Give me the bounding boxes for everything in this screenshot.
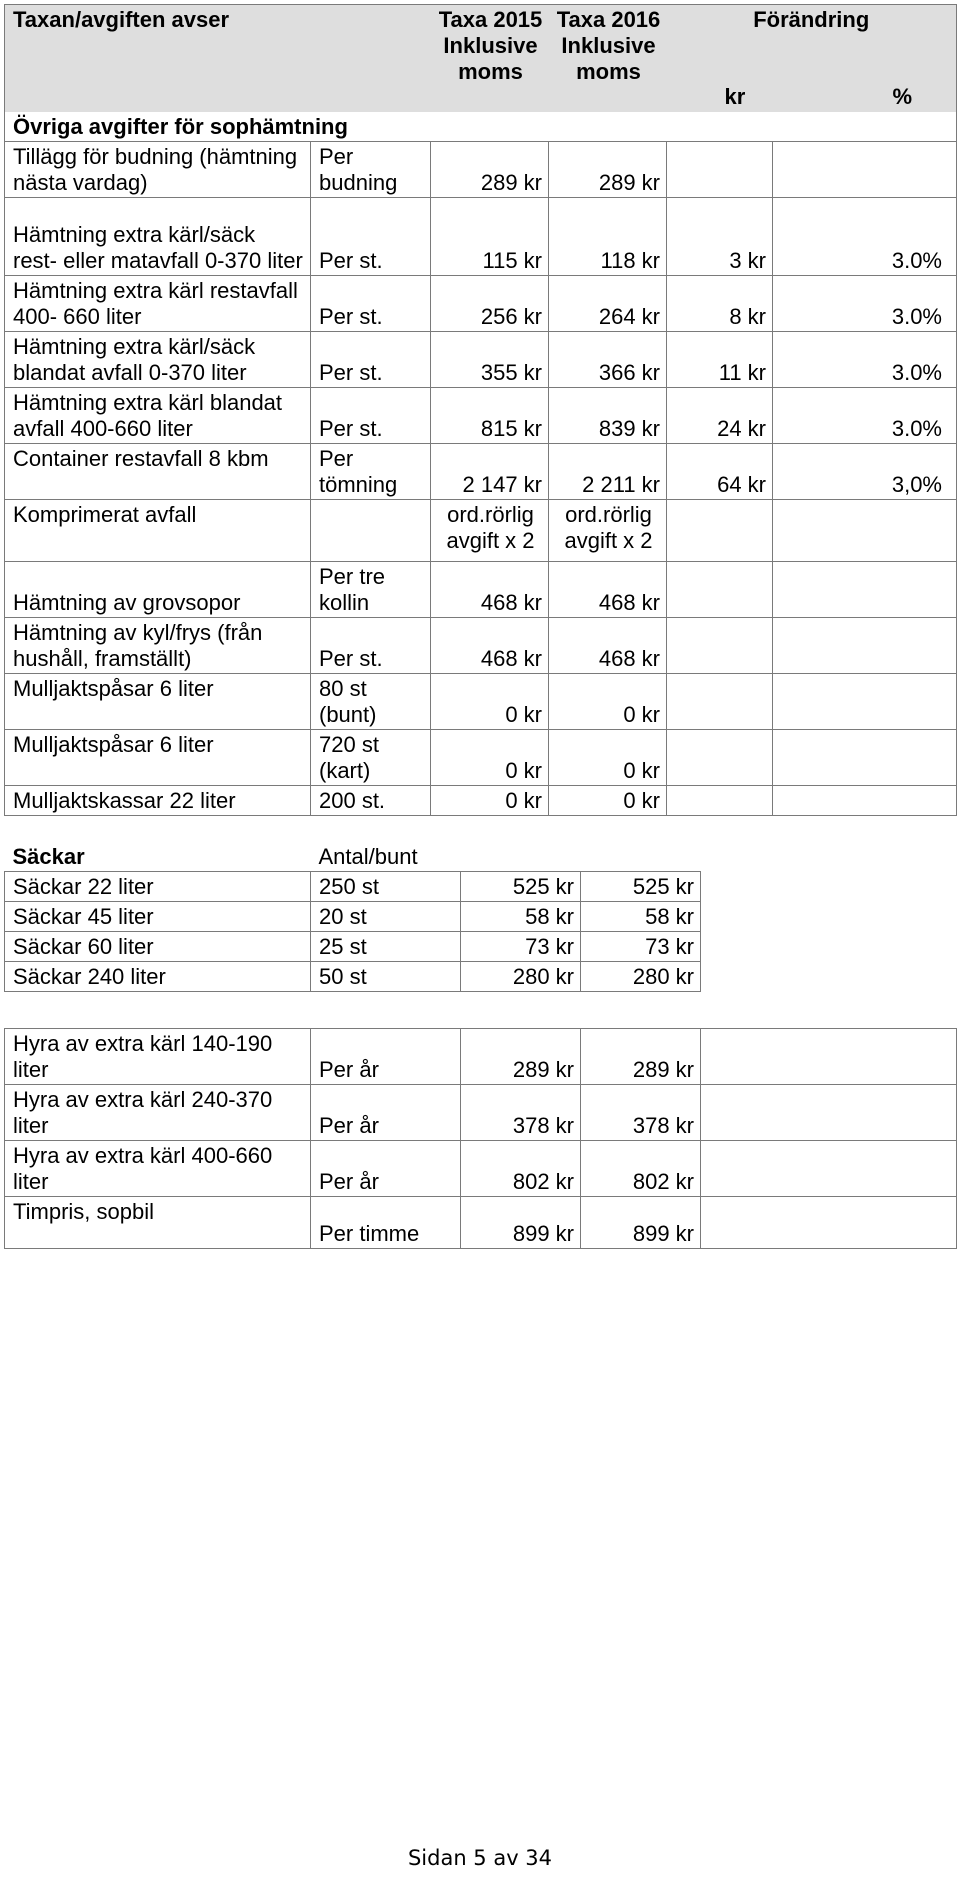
header-change <box>667 5 957 113</box>
table-row <box>5 276 957 332</box>
row-description: Hämtning extra kärl blandat avfall 400-660 liter <box>5 388 311 444</box>
fee-page <box>4 4 956 1249</box>
sack-taxa-2016: 280 kr <box>581 962 701 992</box>
row-change-pct <box>773 730 957 786</box>
sack-description: Säckar 60 liter <box>5 932 311 962</box>
row-taxa-2016: 839 kr <box>549 388 667 444</box>
header-change-pct: % <box>892 84 912 109</box>
table-row <box>5 198 957 276</box>
hyra-unit: Per år <box>311 1029 461 1085</box>
row-change-pct <box>773 142 957 198</box>
header-taxa-2016: Taxa 2016 Inklusive moms <box>549 5 667 113</box>
row-change-kr <box>667 562 773 618</box>
row-change-kr <box>667 618 773 674</box>
row-unit: 80 st (bunt) <box>311 674 431 730</box>
row-change-pct <box>773 618 957 674</box>
hyra-taxa-2015: 802 kr <box>461 1141 581 1197</box>
sack-row <box>5 872 701 902</box>
row-description: Mulljaktspåsar 6 liter <box>5 730 311 786</box>
sack-taxa-2015: 525 kr <box>461 872 581 902</box>
row-description: Hämtning av grovsopor <box>5 562 311 618</box>
row-taxa-2015: ord.rörlig avgift x 2 <box>431 500 549 562</box>
hyra-taxa-2016: 289 kr <box>581 1029 701 1085</box>
sack-unit: 250 st <box>311 872 461 902</box>
row-taxa-2016: 2 211 kr <box>549 444 667 500</box>
table-row <box>5 786 957 816</box>
row-taxa-2015: 115 kr <box>431 198 549 276</box>
row-taxa-2016: 0 kr <box>549 786 667 816</box>
row-description: Tillägg för budning (hämtning nästa vardag) <box>5 142 311 198</box>
hyra-taxa-2016: 802 kr <box>581 1141 701 1197</box>
header-change-title: Förändring <box>753 7 870 32</box>
row-taxa-2016: 0 kr <box>549 674 667 730</box>
section-heading-row <box>5 112 957 142</box>
hyra-unit: Per år <box>311 1085 461 1141</box>
fee-table <box>4 4 957 816</box>
hyra-taxa-2016: 378 kr <box>581 1085 701 1141</box>
row-taxa-2016: ord.rörlig avgift x 2 <box>549 500 667 562</box>
row-change-kr <box>667 674 773 730</box>
row-taxa-2015: 355 kr <box>431 332 549 388</box>
row-change-pct <box>773 674 957 730</box>
row-change-pct: 3.0% <box>773 198 957 276</box>
row-change-kr <box>667 500 773 562</box>
row-unit: 720 st (kart) <box>311 730 431 786</box>
header-unit-blank <box>311 5 431 113</box>
row-unit: Per tömning <box>311 444 431 500</box>
table-header-row <box>5 5 957 113</box>
row-taxa-2016: 468 kr <box>549 562 667 618</box>
row-description: Hämtning av kyl/frys (från hushåll, framställt) <box>5 618 311 674</box>
sack-taxa-2015: 73 kr <box>461 932 581 962</box>
row-change-pct <box>773 500 957 562</box>
table-row <box>5 142 957 198</box>
hyra-table <box>4 1028 957 1249</box>
row-change-kr <box>667 786 773 816</box>
sackar-header-row <box>5 842 701 872</box>
row-taxa-2016: 366 kr <box>549 332 667 388</box>
row-taxa-2015: 0 kr <box>431 674 549 730</box>
header-taxa-2015: Taxa 2015 Inklusive moms <box>431 5 549 113</box>
page-number: Sidan 5 av 34 <box>407 1846 553 1870</box>
row-description: Mulljaktspåsar 6 liter <box>5 674 311 730</box>
header-description: Taxan/avgiften avser <box>5 5 311 113</box>
hyra-taxa-2015: 378 kr <box>461 1085 581 1141</box>
table-row <box>5 618 957 674</box>
sack-description: Säckar 45 liter <box>5 902 311 932</box>
hyra-blank <box>701 1141 957 1197</box>
row-taxa-2016: 118 kr <box>549 198 667 276</box>
row-unit: Per st. <box>311 618 431 674</box>
hyra-row <box>5 1197 957 1249</box>
row-unit: Per st. <box>311 388 431 444</box>
row-description: Container restavfall 8 kbm <box>5 444 311 500</box>
row-description: Hämtning extra kärl/säck blandat avfall 0-370 liter <box>5 332 311 388</box>
row-change-kr: 24 kr <box>667 388 773 444</box>
row-taxa-2016: 0 kr <box>549 730 667 786</box>
row-unit <box>311 500 431 562</box>
hyra-description: Hyra av extra kärl 240-370 liter <box>5 1085 311 1141</box>
row-taxa-2015: 289 kr <box>431 142 549 198</box>
row-change-pct <box>773 562 957 618</box>
sack-unit: 20 st <box>311 902 461 932</box>
hyra-unit: Per timme <box>311 1197 461 1249</box>
sack-taxa-2016: 73 kr <box>581 932 701 962</box>
hyra-blank <box>701 1197 957 1249</box>
row-taxa-2015: 815 kr <box>431 388 549 444</box>
table-row <box>5 332 957 388</box>
row-description: Hämtning extra kärl restavfall 400- 660 liter <box>5 276 311 332</box>
table-row <box>5 674 957 730</box>
row-unit: Per tre kollin <box>311 562 431 618</box>
table-row <box>5 500 957 562</box>
sack-unit: 25 st <box>311 932 461 962</box>
row-unit: Per budning <box>311 142 431 198</box>
row-change-pct <box>773 786 957 816</box>
hyra-taxa-2015: 289 kr <box>461 1029 581 1085</box>
table-row <box>5 562 957 618</box>
hyra-description: Timpris, sopbil <box>5 1197 311 1249</box>
row-description: Komprimerat avfall <box>5 500 311 562</box>
row-change-kr: 8 kr <box>667 276 773 332</box>
row-change-pct: 3,0% <box>773 444 957 500</box>
row-description: Hämtning extra kärl/säck rest- eller matavfall 0-370 liter <box>5 198 311 276</box>
hyra-unit: Per år <box>311 1141 461 1197</box>
sackar-table <box>4 842 701 992</box>
row-description: Mulljaktskassar 22 liter <box>5 786 311 816</box>
table-row <box>5 388 957 444</box>
row-taxa-2015: 0 kr <box>431 786 549 816</box>
row-taxa-2016: 289 kr <box>549 142 667 198</box>
row-change-pct: 3.0% <box>773 388 957 444</box>
row-change-pct: 3.0% <box>773 276 957 332</box>
hyra-taxa-2015: 899 kr <box>461 1197 581 1249</box>
sack-taxa-2015: 58 kr <box>461 902 581 932</box>
row-change-kr: 3 kr <box>667 198 773 276</box>
sack-description: Säckar 22 liter <box>5 872 311 902</box>
hyra-taxa-2016: 899 kr <box>581 1197 701 1249</box>
row-taxa-2015: 0 kr <box>431 730 549 786</box>
row-unit: Per st. <box>311 332 431 388</box>
row-unit: 200 st. <box>311 786 431 816</box>
sack-row <box>5 962 701 992</box>
hyra-description: Hyra av extra kärl 140-190 liter <box>5 1029 311 1085</box>
header-change-kr: kr <box>724 84 746 109</box>
row-taxa-2015: 468 kr <box>431 618 549 674</box>
row-unit: Per st. <box>311 276 431 332</box>
hyra-blank <box>701 1029 957 1085</box>
sack-taxa-2016: 525 kr <box>581 872 701 902</box>
sack-unit: 50 st <box>311 962 461 992</box>
hyra-description: Hyra av extra kärl 400-660 liter <box>5 1141 311 1197</box>
hyra-row <box>5 1085 957 1141</box>
sackar-title: Säckar <box>12 844 85 869</box>
row-change-pct: 3.0% <box>773 332 957 388</box>
row-change-kr: 64 kr <box>667 444 773 500</box>
table-row <box>5 444 957 500</box>
hyra-row <box>5 1141 957 1197</box>
row-taxa-2016: 264 kr <box>549 276 667 332</box>
row-change-kr <box>667 730 773 786</box>
row-taxa-2016: 468 kr <box>549 618 667 674</box>
table-row <box>5 730 957 786</box>
row-taxa-2015: 2 147 kr <box>431 444 549 500</box>
hyra-blank <box>701 1085 957 1141</box>
sack-row <box>5 902 701 932</box>
hyra-row <box>5 1029 957 1085</box>
row-change-kr: 11 kr <box>667 332 773 388</box>
sack-row <box>5 932 701 962</box>
row-taxa-2015: 256 kr <box>431 276 549 332</box>
sack-description: Säckar 240 liter <box>5 962 311 992</box>
row-change-kr <box>667 142 773 198</box>
section-heading: Övriga avgifter för sophämtning <box>5 112 957 142</box>
sack-taxa-2016: 58 kr <box>581 902 701 932</box>
row-unit: Per st. <box>311 198 431 276</box>
row-taxa-2015: 468 kr <box>431 562 549 618</box>
sack-taxa-2015: 280 kr <box>461 962 581 992</box>
sackar-unit-header: Antal/bunt <box>318 844 418 869</box>
